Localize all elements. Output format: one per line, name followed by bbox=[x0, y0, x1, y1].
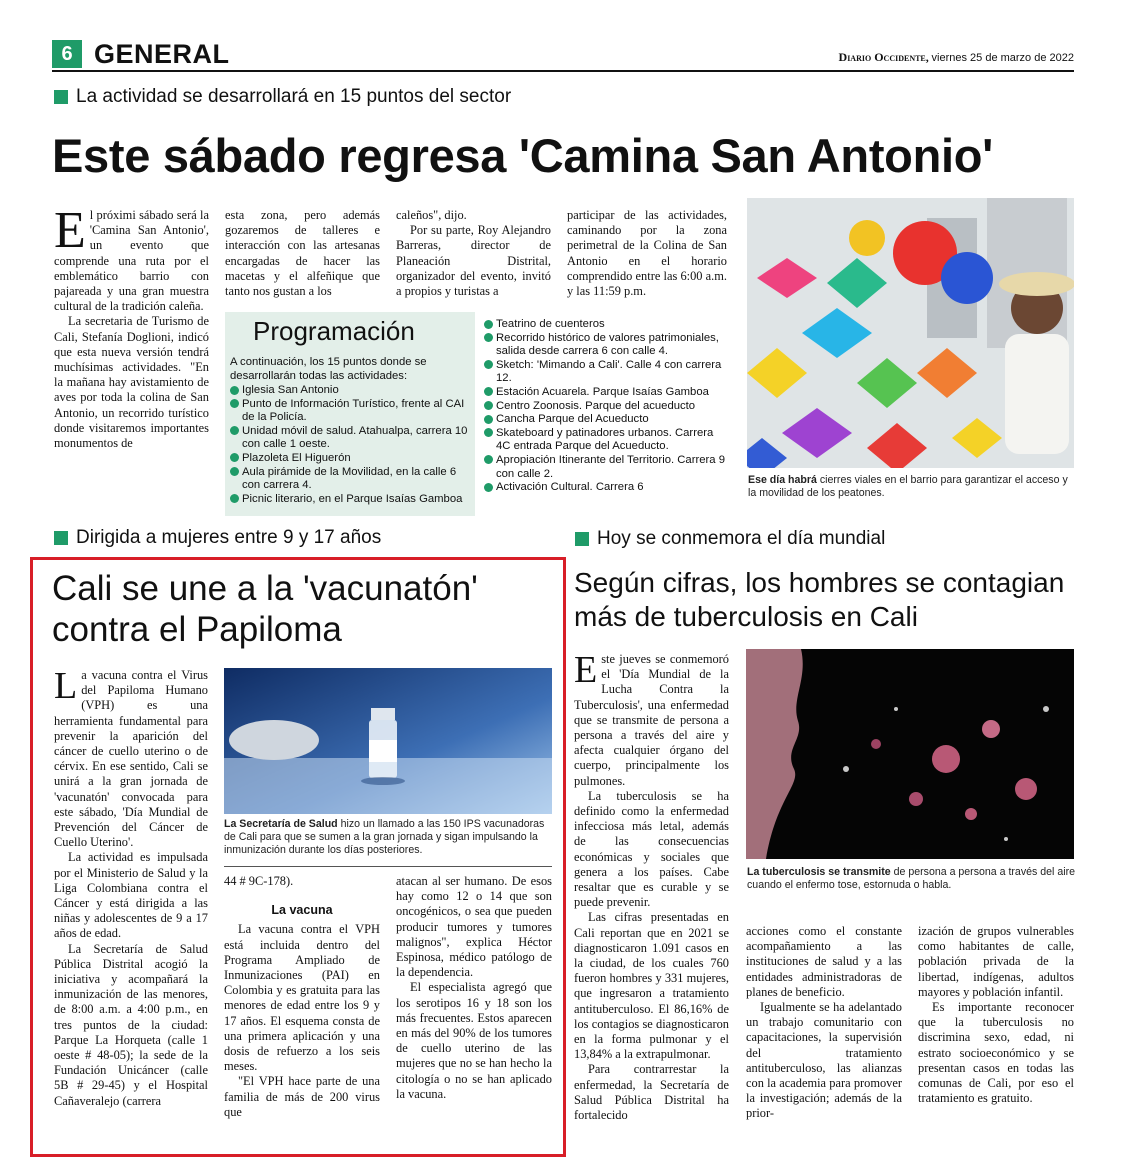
article1-col3: caleños", dijo. Por su parte, Roy Alejandro Barreras, director de Planeación Distrital, organizador del evento, invitó a propios y turistas a bbox=[396, 208, 551, 299]
programacion-item: Centro Zoonosis. Parque del acueducto bbox=[484, 400, 728, 414]
programacion-right-list bbox=[484, 318, 728, 495]
page-number: 6 bbox=[52, 40, 82, 68]
article1-kicker: La actividad se desarrollará en 15 puntos del sector bbox=[54, 86, 754, 108]
subhead-la-vacuna: La vacuna bbox=[271, 903, 333, 918]
dateline bbox=[839, 50, 1074, 65]
article2-col2: 44 # 9C-178). La vacuna La vacuna contra el VPH está incluida dentro del Programa Ampliado de Inmunizaciones (PAI) en Colombia y es gratuita para las menores de edad entre los 9 y 17 años. El esquema consta de una primera aplicación y una dosis de refuerzo a los seis meses. "El VPH hace parte de una familia de más de 200 virus que bbox=[224, 874, 380, 1119]
bullet-icon bbox=[230, 467, 239, 476]
bullet-icon bbox=[484, 320, 493, 329]
programacion-intro: A continuación, los 15 puntos donde se desarrollarán todas las actividades: bbox=[230, 356, 427, 382]
programacion-box bbox=[225, 312, 475, 516]
article3-headline: Según cifras, los hombres se contagian más de tuberculosis en Cali bbox=[574, 567, 1065, 632]
dropcap: E bbox=[54, 202, 86, 259]
article2-headline: Cali se une a la 'vacunatón' contra el Papiloma bbox=[52, 569, 478, 649]
programacion-item: Activación Cultural. Carrera 6 bbox=[484, 481, 728, 495]
article2-col1: L a vacuna contra el Virus del Papiloma Humano (VPH) es una herramienta fundamental para prevenir la aparición del cáncer de cuello uterino o de cérvix. En ese sentido, Cali se unirá a la gran jornada de 'vacunatón' convocada para este sábado, 'Día Mundial de Prevención del Cáncer de Cuello Uterino'. La actividad es impulsada por el Ministerio de Salud y la Liga Colombiana contra el Cáncer y está dirigida a las niñas y adolescentes de 9 a 17 años de edad. La Secretaría de Salud Pública Distrital acogió la iniciativa y acompañará la inmunización de las menores, de 8:00 a.m. a 4:00 p.m., en tres puntos de la ciudad: Parque La Horqueta (calle 1 oeste # 48-05); la sede de la Fundación Unicáncer (calle 5B # 29-45) y el Hospital Cañaveralejo (carrera bbox=[54, 665, 208, 1108]
pinwheels-image bbox=[747, 198, 1074, 468]
programacion-item: Picnic literario, en el Parque Isaías Gamboa bbox=[230, 493, 472, 507]
vaccine-caption: La Secretaría de Salud hizo un llamado a las 150 IPS vacunadoras de Cali para que se sumen a la gran jornada y sigan impulsando la inmunización durante los días posteriores. bbox=[224, 818, 545, 856]
paper-name: Diario Occidente, bbox=[838, 50, 929, 64]
caption-rule bbox=[224, 866, 552, 867]
article3-col2: acciones como el constante acompañamiento a las instituciones de salud y a las entidades administradoras de planes de beneficio. Igualmente se ha adelantado un trabajo comunitario con capacitaciones, la supervisión del tratamiento antituberculoso, las alianzas con la academia para promover la investigación; además de la prior- bbox=[746, 924, 902, 1121]
programacion-item: Cancha Parque del Acueducto bbox=[484, 413, 728, 427]
programacion-item: Sketch: 'Mimando a Cali'. Calle 4 con carrera 12. bbox=[484, 359, 728, 386]
article3-col1: E ste jueves se conmemoró el 'Día Mundial de la Lucha Contra la Tuberculosis', una enfermedad que se transmite de persona a persona a través del aire y afecta cualquier órgano del cuerpo, principalmente los pulmones. La tuberculosis se ha definido como la enfermedad infecciosa más letal, además de las consecuencias económicas y sociales que genera a los países. Cabe resaltar que es curable y se puede prevenir. Las cifras presentadas en Cali reportan que en 2021 se diagnosticaron 1.091 casos en la ciudad, de los cuales 760 fueron hombres y 331 mujeres, que ingresaron a tratamiento antituberculoso. El 86,16% de los contagios se diagnosticaron en la forma pulmonar y el 13,84% a la extrapulmonar. Para contrarrestar la enfermedad, la Secretaría de Salud Pública Distrital ha fortalecido bbox=[574, 649, 729, 1123]
programacion-item: Aula pirámide de la Movilidad, en la calle 6 con carrera 4. bbox=[230, 466, 472, 493]
programacion-item: Unidad móvil de salud. Atahualpa, carrera 10 con calle 1 oeste. bbox=[230, 425, 472, 452]
bullet-icon bbox=[230, 399, 239, 408]
programacion-item: Recorrido histórico de valores patrimoniales, salida desde carrera 6 con calle 4. bbox=[484, 332, 728, 359]
page-header bbox=[52, 38, 1074, 72]
bullet-icon bbox=[230, 494, 239, 503]
programacion-item: Iglesia San Antonio bbox=[230, 384, 472, 398]
tuberculosis-photo bbox=[746, 649, 1074, 859]
programacion-item: Teatrino de cuenteros bbox=[484, 318, 728, 332]
bullet-icon bbox=[484, 387, 493, 396]
tuberculosis-caption: La tuberculosis se transmite de persona a persona a través del aire cuando el enfermo tose, estornuda o habla. bbox=[747, 866, 1075, 891]
programacion-item: Punto de Información Turístico, frente al CAI de la Policía. bbox=[230, 398, 472, 425]
article2-kicker: Dirigida a mujeres entre 9 y 17 años bbox=[54, 527, 554, 549]
article1-col1: E l próximi sábado será la 'Camina San Antonio', un evento que comprende una ruta por el emblemático barrio con pajareada y una gran muestra cultural de la tradición caleña. La secretaria de Turismo de Cali, Stefanía Doglioni, indicó que esta nueva versión tendrá muchísimas actividades. "En la mañana hay avistamiento de aves por toda la colina de San Antonio, un recorrido turístico donde visitaremos importantes monumentos de bbox=[54, 202, 209, 451]
bullet-icon bbox=[484, 455, 493, 464]
vaccine-image bbox=[224, 668, 552, 814]
kicker-square-icon bbox=[54, 90, 68, 104]
pinwheels-photo bbox=[747, 198, 1074, 468]
article3-kicker: Hoy se conmemora el día mundial bbox=[575, 528, 1075, 550]
programacion-item: Estación Acuarela. Parque Isaías Gamboa bbox=[484, 386, 728, 400]
kicker-square-icon bbox=[575, 532, 589, 546]
article1-col4: participar de las actividades, caminando por la zona perimetral de la Colina de San Antonio en el horario comprendido entre las 6:00 a.m. y las 11:59 p.m. bbox=[567, 208, 727, 299]
header-rule bbox=[52, 70, 1074, 72]
bullet-icon bbox=[484, 360, 493, 369]
bullet-icon bbox=[484, 428, 493, 437]
programacion-item: Apropiación Itinerante del Territorio. Carrera 9 con calle 2. bbox=[484, 454, 728, 481]
tuberculosis-image bbox=[746, 649, 1074, 859]
section-title: GENERAL bbox=[94, 39, 230, 69]
kicker-square-icon bbox=[54, 531, 68, 545]
bullet-icon bbox=[484, 333, 493, 342]
programacion-left-list bbox=[230, 384, 472, 506]
bullet-icon bbox=[230, 386, 239, 395]
dropcap: E bbox=[574, 649, 598, 691]
programacion-title: Programación bbox=[253, 316, 415, 346]
dropcap: L bbox=[54, 665, 78, 707]
bullet-icon bbox=[484, 401, 493, 410]
issue-date: viernes 25 de marzo de 2022 bbox=[931, 52, 1074, 64]
programacion-item: Skateboard y patinadores urbanos. Carrera 4C entrada Parque del Acueducto. bbox=[484, 427, 728, 454]
bullet-icon bbox=[230, 426, 239, 435]
programacion-item: Plazoleta El Higuerón bbox=[230, 452, 472, 466]
pinwheels-caption: Ese día habrá cierres viales en el barrio para garantizar el acceso y la movilidad de los peatones. bbox=[748, 474, 1068, 499]
article1-col2: esta zona, pero además gozaremos de talleres e interacción con las artesanas encargadas de hacer las macetas y el alfeñique que tanto nos gustan a los bbox=[225, 208, 380, 299]
vaccine-photo bbox=[224, 668, 552, 814]
bullet-icon bbox=[230, 453, 239, 462]
article1-headline: Este sábado regresa 'Camina San Antonio' bbox=[52, 129, 994, 182]
article3-col3: ización de grupos vulnerables como habitantes de calle, población privada de la libertad, indígenas, adultos mayores y población infantil. Es importante reconocer que la tuberculosis no discrimina sexo, edad, ni estrato socioeconómico y se presentan casos en todas las comunas de Cali, por eso el tratamiento es gratuito. bbox=[918, 924, 1074, 1106]
article2-col3: atacan al ser humano. De esos hay como 12 o 14 que son oncogénicos, o sea que pueden producir tumores y tumores malignos", explica Héctor Espinosa, médico patólogo de la dependencia. El especialista agregó que los serotipos 16 y 18 son los más frecuentes. Estos aparecen en más del 90% de los tumores de cuello uterino de las mujeres que no se han hecho la citología o no se han aplicado la vacuna. bbox=[396, 874, 552, 1101]
bullet-icon bbox=[484, 415, 493, 424]
bullet-icon bbox=[484, 483, 493, 492]
